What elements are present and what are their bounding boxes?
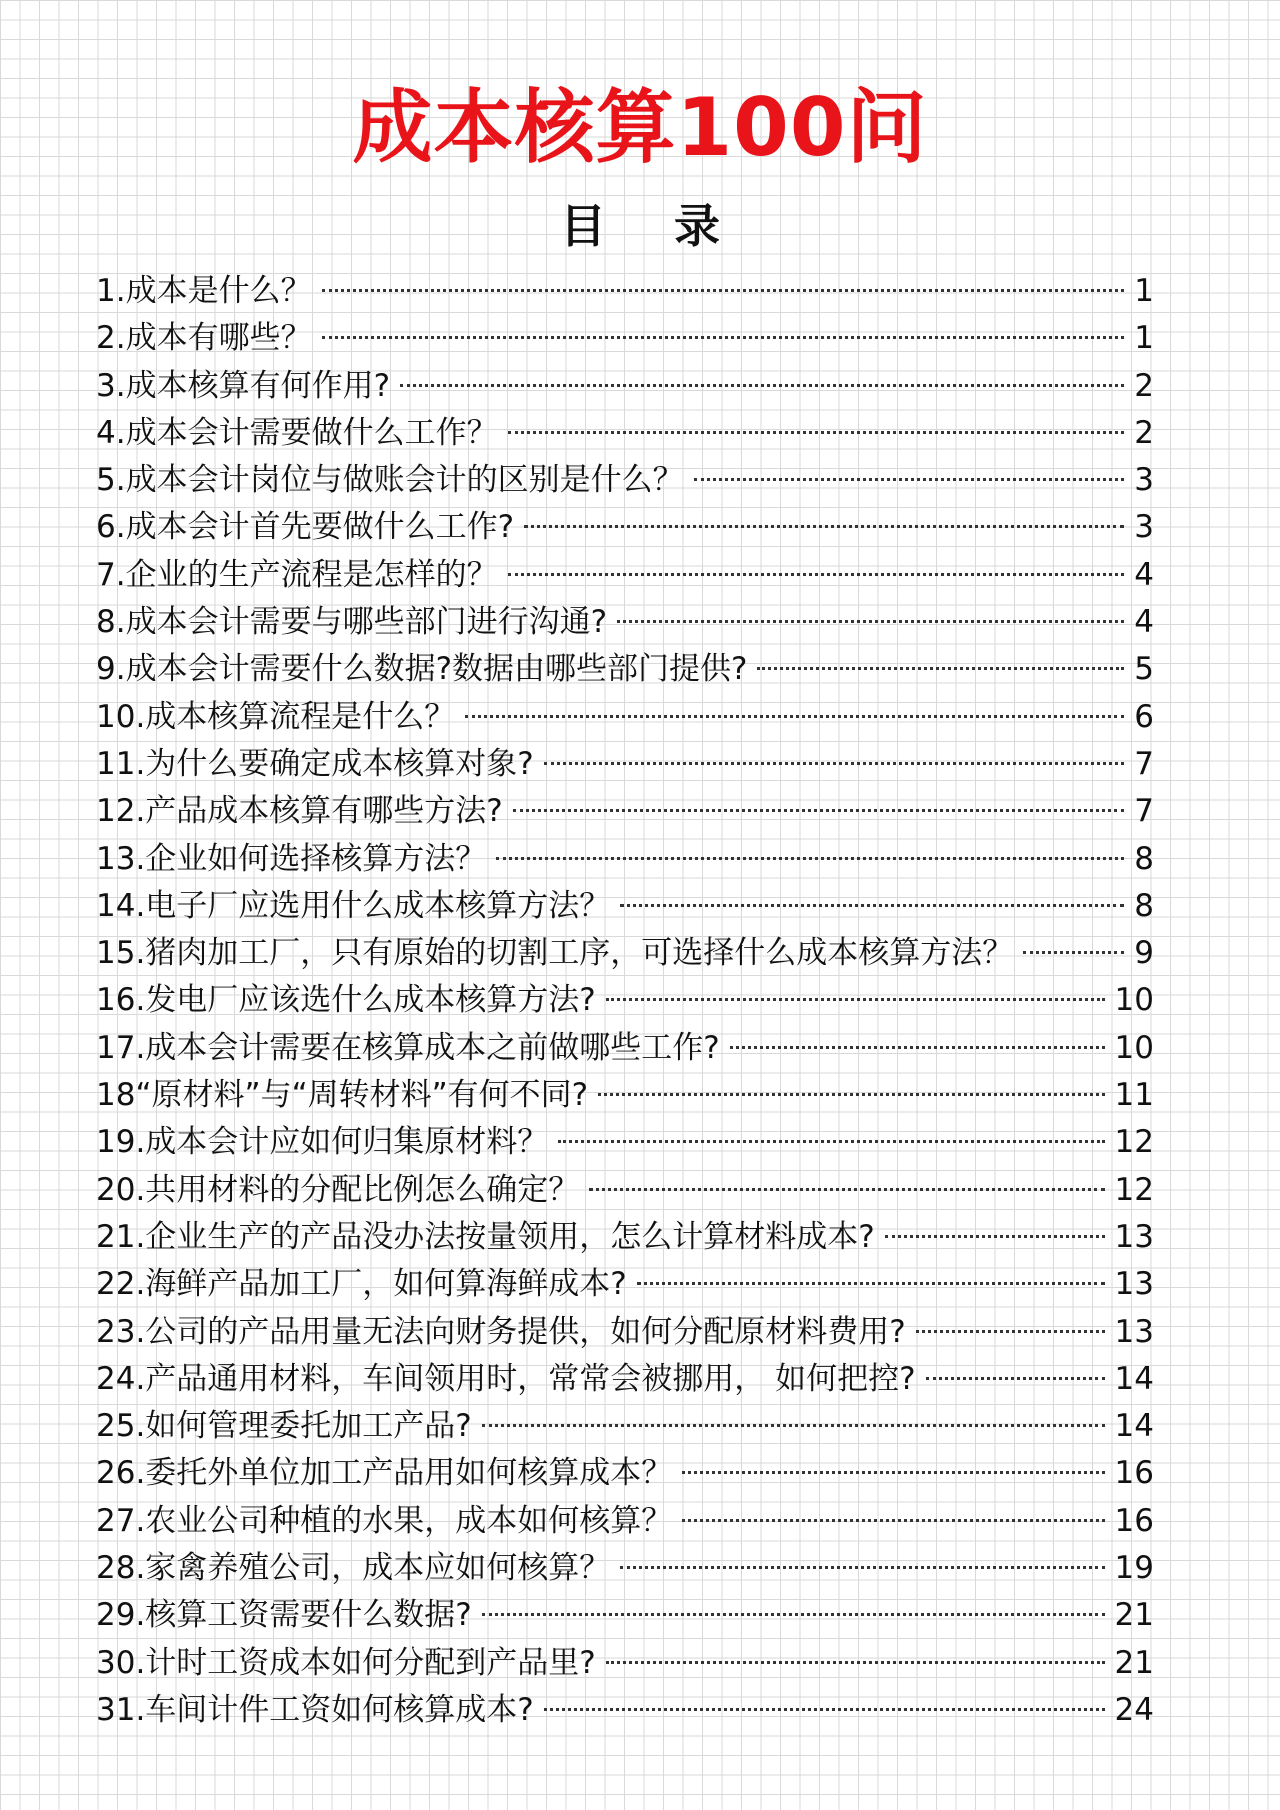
toc-dot-leader bbox=[682, 1471, 1104, 1474]
toc-entry-title: 26.委托外单位加工产品用如何核算成本？ bbox=[96, 1455, 673, 1492]
toc-entry[interactable] bbox=[96, 883, 1154, 930]
toc-entry[interactable] bbox=[96, 1640, 1154, 1687]
toc-dot-leader bbox=[885, 1235, 1105, 1238]
toc-entry-title: 4.成本会计需要做什么工作？ bbox=[96, 414, 498, 451]
toc-entry[interactable] bbox=[96, 1403, 1154, 1450]
toc-entry[interactable] bbox=[96, 1309, 1154, 1356]
toc-dot-leader bbox=[606, 998, 1105, 1001]
toc-dot-leader bbox=[508, 573, 1124, 576]
toc-entry[interactable] bbox=[96, 646, 1154, 693]
toc-page-number: 9 bbox=[1134, 935, 1154, 972]
toc-page-number: 7 bbox=[1134, 745, 1154, 782]
toc-page-number: 7 bbox=[1134, 793, 1154, 830]
toc-dot-leader bbox=[589, 1188, 1104, 1191]
toc-entry-title: 3.成本核算有何作用? bbox=[96, 367, 391, 404]
toc-entry-title: 24.产品通用材料，车间领用时，常常会被挪用， 如何把控? bbox=[96, 1360, 916, 1397]
toc-page-number: 12 bbox=[1114, 1171, 1154, 1208]
toc-page-number: 13 bbox=[1114, 1218, 1154, 1255]
toc-page-number: 24 bbox=[1114, 1691, 1154, 1728]
toc-entry-title: 20.共用材料的分配比例怎么确定？ bbox=[96, 1171, 580, 1208]
toc-entry-title: 18“原材料”与“周转材料”有何不同? bbox=[96, 1077, 589, 1114]
toc-dot-leader bbox=[757, 667, 1124, 670]
toc-entry[interactable] bbox=[96, 504, 1154, 551]
toc-dot-leader bbox=[322, 336, 1124, 339]
toc-entry[interactable] bbox=[96, 741, 1154, 788]
toc-entry[interactable] bbox=[96, 552, 1154, 599]
toc-entry[interactable] bbox=[96, 1167, 1154, 1214]
toc-dot-leader bbox=[617, 620, 1124, 623]
toc-entry-title: 22.海鲜产品加工厂，如何算海鲜成本? bbox=[96, 1266, 627, 1303]
toc-entry-title: 11.为什么要确定成本核算对象? bbox=[96, 745, 534, 782]
toc-dot-leader bbox=[620, 904, 1124, 907]
toc-entry-title: 16.发电厂应该选什么成本核算方法? bbox=[96, 982, 596, 1019]
toc-page-number: 3 bbox=[1134, 509, 1154, 546]
toc-entry[interactable] bbox=[96, 930, 1154, 977]
toc-page-number: 2 bbox=[1134, 367, 1154, 404]
toc-entry-title: 9.成本会计需要什么数据?数据由哪些部门提供? bbox=[96, 651, 748, 688]
toc-page-number: 21 bbox=[1114, 1644, 1154, 1681]
toc-dot-leader bbox=[694, 478, 1124, 481]
toc-entry-title: 8.成本会计需要与哪些部门进行沟通? bbox=[96, 604, 608, 641]
toc-entry[interactable] bbox=[96, 977, 1154, 1024]
toc-entry[interactable] bbox=[96, 1592, 1154, 1639]
toc-entry[interactable] bbox=[96, 1119, 1154, 1166]
toc-entry-title: 5.成本会计岗位与做账会计的区别是什么？ bbox=[96, 462, 684, 499]
toc-dot-leader bbox=[598, 1093, 1104, 1096]
toc-dot-leader bbox=[322, 289, 1124, 292]
toc-entry-title: 14.电子厂应选用什么成本核算方法？ bbox=[96, 887, 611, 924]
toc-entry[interactable] bbox=[96, 410, 1154, 457]
toc-entry-title: 23.公司的产品用量无法向财务提供，如何分配原材料费用? bbox=[96, 1313, 906, 1350]
toc-entry-title: 31.车间计件工资如何核算成本? bbox=[96, 1691, 534, 1728]
toc-dot-leader bbox=[637, 1282, 1105, 1285]
toc-entry[interactable] bbox=[96, 1450, 1154, 1497]
toc-page-number: 3 bbox=[1134, 462, 1154, 499]
toc-entry[interactable] bbox=[96, 363, 1154, 410]
toc-page-number: 2 bbox=[1134, 414, 1154, 451]
toc-entry[interactable] bbox=[96, 315, 1154, 362]
toc-page-number: 19 bbox=[1114, 1550, 1154, 1587]
toc-page-number: 16 bbox=[1114, 1455, 1154, 1492]
toc-dot-leader bbox=[508, 431, 1124, 434]
toc-page-number: 10 bbox=[1114, 982, 1154, 1019]
toc-page-number: 8 bbox=[1134, 887, 1154, 924]
toc-page-number: 6 bbox=[1134, 698, 1154, 735]
toc-entry[interactable] bbox=[96, 268, 1154, 315]
toc-page-number: 16 bbox=[1114, 1502, 1154, 1539]
toc-dot-leader bbox=[730, 1046, 1105, 1049]
toc-dot-leader bbox=[916, 1330, 1105, 1333]
toc-page-number: 1 bbox=[1134, 320, 1154, 357]
toc-entry-title: 27.农业公司种植的水果，成本如何核算？ bbox=[96, 1502, 673, 1539]
toc-entry[interactable] bbox=[96, 599, 1154, 646]
toc-dot-leader bbox=[482, 1424, 1105, 1427]
toc-dot-leader bbox=[544, 762, 1124, 765]
toc-entry-title: 6.成本会计首先要做什么工作? bbox=[96, 509, 515, 546]
toc-page-number: 8 bbox=[1134, 840, 1154, 877]
toc-page-number: 5 bbox=[1134, 651, 1154, 688]
toc-dot-leader bbox=[682, 1519, 1104, 1522]
toc-page-number: 14 bbox=[1114, 1360, 1154, 1397]
toc-entry-title: 17.成本会计需要在核算成本之前做哪些工作? bbox=[96, 1029, 720, 1066]
toc-entry[interactable] bbox=[96, 457, 1154, 504]
toc-page-number: 11 bbox=[1114, 1077, 1154, 1114]
toc-entry-title: 2.成本有哪些？ bbox=[96, 320, 312, 357]
toc-dot-leader bbox=[558, 1140, 1104, 1143]
toc-entry-title: 1.成本是什么？ bbox=[96, 273, 312, 309]
toc-page-number: 1 bbox=[1134, 273, 1154, 309]
toc-entry[interactable] bbox=[96, 836, 1154, 883]
toc-dot-leader bbox=[926, 1377, 1105, 1380]
toc-page-number: 4 bbox=[1134, 556, 1154, 593]
toc-page-number: 21 bbox=[1114, 1597, 1154, 1634]
toc-entry[interactable] bbox=[96, 1687, 1154, 1734]
toc-dot-leader bbox=[524, 525, 1124, 528]
toc-page-number: 13 bbox=[1114, 1266, 1154, 1303]
toc-entry-title: 21.企业生产的产品没办法按量领用，怎么计算材料成本? bbox=[96, 1218, 875, 1255]
toc-page-number: 13 bbox=[1114, 1313, 1154, 1350]
toc-entry[interactable] bbox=[96, 694, 1154, 741]
toc-dot-leader bbox=[465, 715, 1124, 718]
toc-entry[interactable] bbox=[96, 1545, 1154, 1592]
toc-entry-title: 15.猪肉加工厂，只有原始的切割工序，可选择什么成本核算方法？ bbox=[96, 935, 1014, 972]
toc-entry[interactable] bbox=[96, 1261, 1154, 1308]
toc-page-number: 4 bbox=[1134, 604, 1154, 641]
toc-heading: 目 录 bbox=[559, 199, 746, 253]
document-title: 成本核算100问 bbox=[352, 81, 928, 174]
toc-entry[interactable] bbox=[96, 1498, 1154, 1545]
toc-dot-leader bbox=[482, 1613, 1105, 1616]
toc-entry-title: 30.计时工资成本如何分配到产品里? bbox=[96, 1644, 596, 1681]
toc-entry[interactable] bbox=[96, 1356, 1154, 1403]
toc-dot-leader bbox=[544, 1708, 1105, 1711]
toc-entry[interactable] bbox=[96, 788, 1154, 835]
toc-entry[interactable] bbox=[96, 1072, 1154, 1119]
toc-dot-leader bbox=[513, 809, 1124, 812]
toc-entry-title: 7.企业的生产流程是怎样的？ bbox=[96, 556, 498, 593]
table-of-contents bbox=[96, 268, 1154, 1734]
toc-page-number: 12 bbox=[1114, 1124, 1154, 1161]
toc-entry-title: 19.成本会计应如何归集原材料？ bbox=[96, 1124, 549, 1161]
toc-dot-leader bbox=[496, 857, 1124, 860]
toc-page-number: 14 bbox=[1114, 1408, 1154, 1445]
toc-dot-leader bbox=[606, 1661, 1105, 1664]
toc-entry-title: 12.产品成本核算有哪些方法? bbox=[96, 793, 503, 830]
toc-dot-leader bbox=[620, 1566, 1104, 1569]
toc-dot-leader bbox=[400, 384, 1124, 387]
toc-entry[interactable] bbox=[96, 1025, 1154, 1072]
toc-entry-title: 10.成本核算流程是什么？ bbox=[96, 698, 456, 735]
toc-dot-leader bbox=[1023, 951, 1124, 954]
toc-entry-title: 28.家禽养殖公司，成本应如何核算？ bbox=[96, 1550, 611, 1587]
toc-page-number: 10 bbox=[1114, 1029, 1154, 1066]
toc-entry-title: 13.企业如何选择核算方法？ bbox=[96, 840, 487, 877]
toc-entry[interactable] bbox=[96, 1214, 1154, 1261]
toc-entry-title: 29.核算工资需要什么数据? bbox=[96, 1597, 472, 1634]
toc-entry-title: 25.如何管理委托加工产品? bbox=[96, 1408, 472, 1445]
